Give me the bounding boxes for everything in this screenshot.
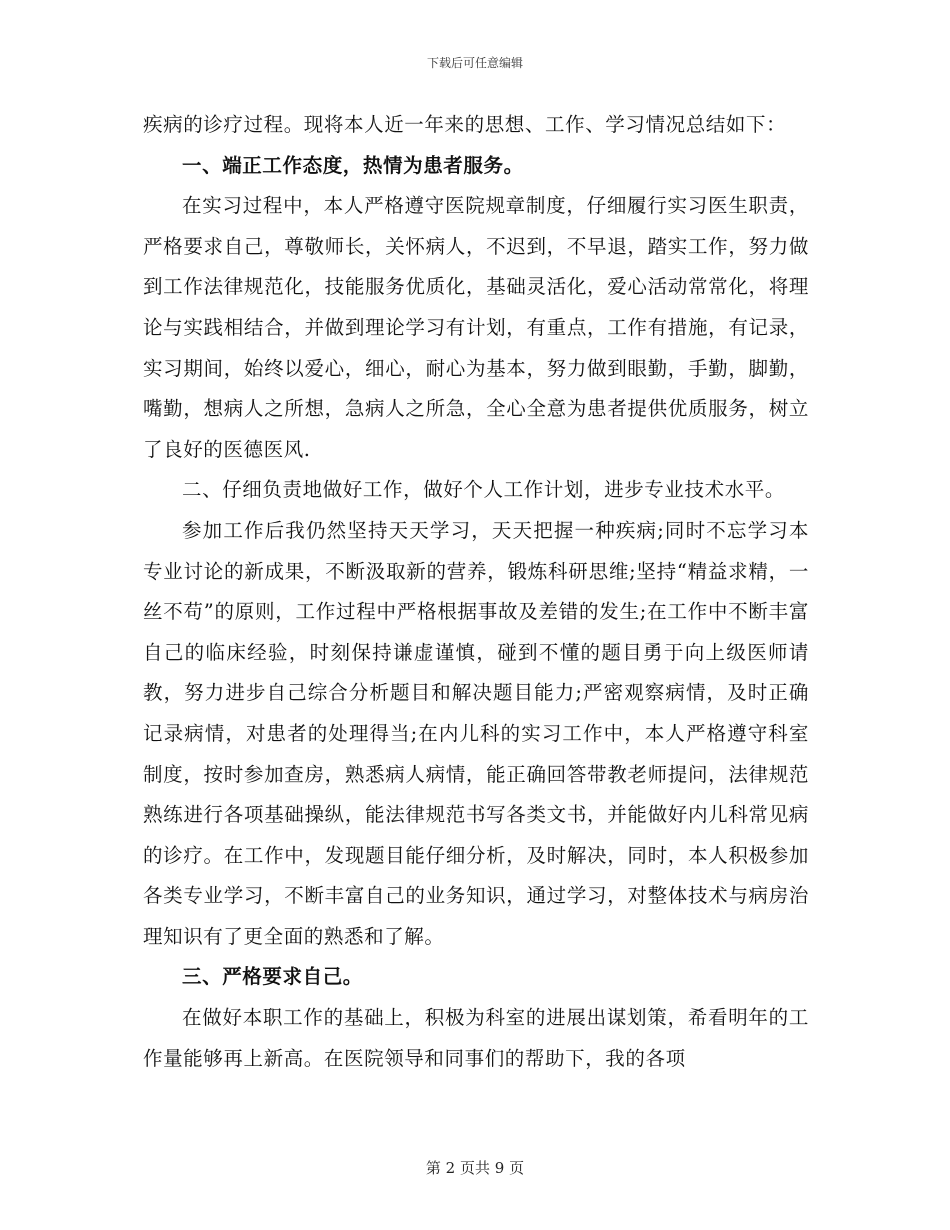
section-heading-2: 二、仔细负责地做好工作，做好个人工作计划，进步专业技术水平。 xyxy=(182,478,786,502)
section-heading-3: 三、严格要求自己。 xyxy=(182,965,363,989)
section-heading-1: 一、端正工作态度，热情为患者服务。 xyxy=(182,153,524,177)
page-footer: 第 2 页共 9 页 xyxy=(425,1159,525,1177)
page-header: 下载后可任意编辑 xyxy=(426,56,523,70)
paragraph-section-1: 在实习过程中，本人严格遵守医院规章制度，仔细履行实习医生职责，严格要求自己，尊敬师长，关怀病人，不迟到，不早退，踏实工作，努力做到工作法律规范化，技能服务优质化，基础灵活化，爱心活动常常化，将理论与实践相结合，并做到理论学习有计划，有重点，工作有措施，有记录，实习期间，始终以爱心，细心，耐心为基本，努力做到眼勤，手勤，脚勤，嘴勤，想病人之所想，急病人之所急，全心全意为患者提供优质服务，树立了良好的医德医风. xyxy=(143,194,809,461)
paragraph-section-3: 在做好本职工作的基础上，积极为科室的进展出谋划策，希看明年的工作量能够再上新高。在医院领导和同事们的帮助下，我的各项 xyxy=(143,1006,809,1070)
document-body xyxy=(143,105,809,1079)
paragraph-intro-continuation: 疾病的诊疗过程。现将本人近一年来的思想、工作、学习情况总结如下： xyxy=(143,113,787,136)
paragraph-section-2: 参加工作后我仍然坚持天天学习，天天把握一种疾病;同时不忘学习本专业讨论的新成果，不断汲取新的营养，锻炼科研思维;坚持“精益求精，一丝不苟”的原则，工作过程中严格根据事故及差错的发生;在工作中不断丰富自己的临床经验，时刻保持谦虚谨慎，碰到不懂的题目勇于向上级医师请教，努力进步自己综合分析题目和解决题目能力;严密观察病情，及时正确记录病情，对患者的处理得当;在内儿科的实习工作中，本人严格遵守科室制度，按时参加查房，熟悉病人病情，能正确回答带教老师提问，法律规范熟练进行各项基础操纵，能法律规范书写各类文书，并能做好内儿科常见病的诊疗。在工作中，发现题目能仔细分析，及时解决，同时，本人积极参加各类专业学习，不断丰富自己的业务知识，通过学习，对整体技术与病房治理知识有了更全面的熟悉和了解。 xyxy=(143,518,809,948)
